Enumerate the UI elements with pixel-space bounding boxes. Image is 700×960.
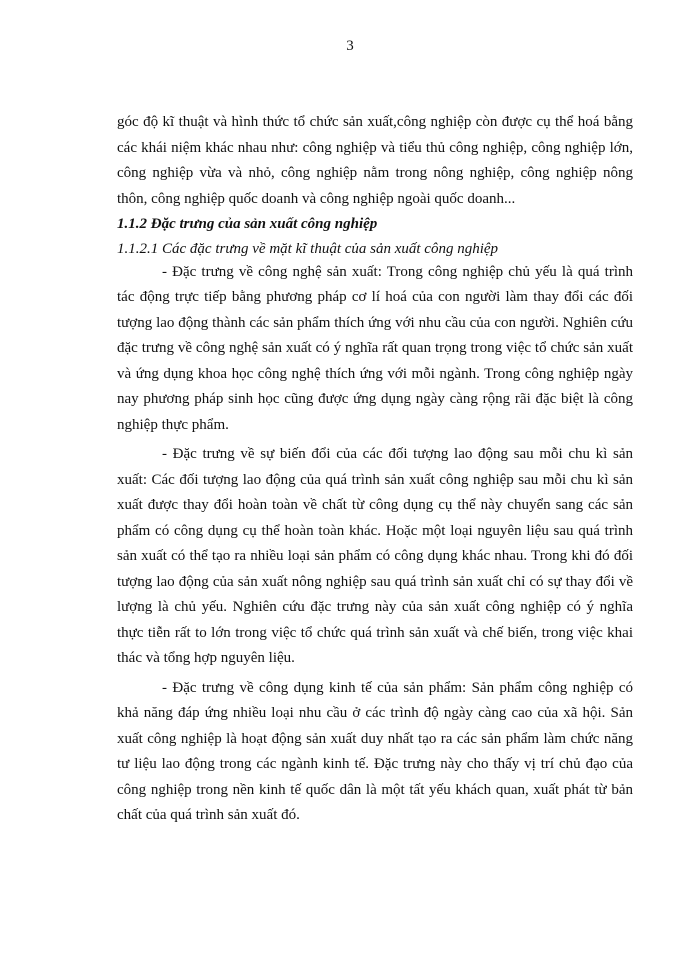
page-number: 3 [346, 38, 354, 54]
paragraph-labor-objects: - Đặc trưng về sự biến đổi của các đối tượng lao động sau mỗi chu kì sản xuất: Các đối tượng lao động của quá trình sản xuất công nghiệp sau mỗi chu kì sản xuất được thay đổi hoàn toàn về chất từ công dụng cụ thể này chuyển sang các sản phẩm có công dụng cụ thể hoàn toàn khác. Hoặc một loại nguyên liệu sau quá trình sản xuất có thể tạo ra nhiều loại sản phẩm có công dụng khác nhau. Trong khi đó đối tượng lao động của sản xuất nông nghiệp sau quá trình sản xuất chỉ có sự thay đổi về lượng là chủ yếu. Nghiên cứu đặc trưng này của sản xuất công nghiệp có ý nghĩa thực tiễn rất to lớn trong việc tổ chức quá trình sản xuất và chế biến, trong việc khai thác và tổng hợp nguyên liệu. [117, 446, 633, 666]
paragraph-economic-use: - Đặc trưng về công dụng kinh tế của sản phẩm: Sản phẩm công nghiệp có khả năng đáp ứng nhiều loại nhu cầu ở các trình độ ngày càng cao của xã hội. Sản xuất công nghiệp là hoạt động sản xuất duy nhất tạo ra các sản phẩm làm chức năng tư liệu lao động trong các ngành kinh tế. Đặc trưng này cho thấy vị trí chủ đạo của công nghiệp trong nền kinh tế quốc dân là một tất yếu khách quan, xuất phát từ bản chất của quá trình sản xuất đó. [117, 679, 633, 823]
paragraph-technology: - Đặc trưng về công nghệ sản xuất: Trong công nghiệp chủ yếu là quá trình tác động trực tiếp bằng phương pháp cơ lí hoá của con người làm thay đổi các đối tượng lao động thành các sản phẩm thích ứng với nhu cầu của con người. Nghiên cứu đặc trưng về công nghệ sản xuất có ý nghĩa rất quan trọng trong việc tổ chức sản xuất và ứng dụng khoa học công nghệ thích ứng với mỗi ngành. Trong công nghiệp ngày nay phương pháp sinh học cũng được ứng dụng ngày càng rộng rãi đặc biệt là công nghiệp thực phẩm. [117, 263, 633, 433]
subsection-heading: 1.1.2.1 Các đặc trưng về mặt kĩ thuật của sản xuất công nghiệp [117, 240, 499, 257]
intro-paragraph: góc độ kĩ thuật và hình thức tổ chức sản xuất,công nghiệp còn được cụ thể hoá bằng các khái niệm khác nhau như: công nghiệp và tiểu thủ công nghiệp, công nghiệp lớn, công nghiệp vừa và nhỏ, công nghiệp nằm trong nông nghiệp, công nghiệp nông thôn, công nghiệp quốc doanh và công nghiệp ngoài quốc doanh... [117, 114, 633, 207]
section-heading: 1.1.2 Đặc trưng của sản xuất công nghiệp [117, 216, 378, 232]
document-body [117, 110, 633, 829]
